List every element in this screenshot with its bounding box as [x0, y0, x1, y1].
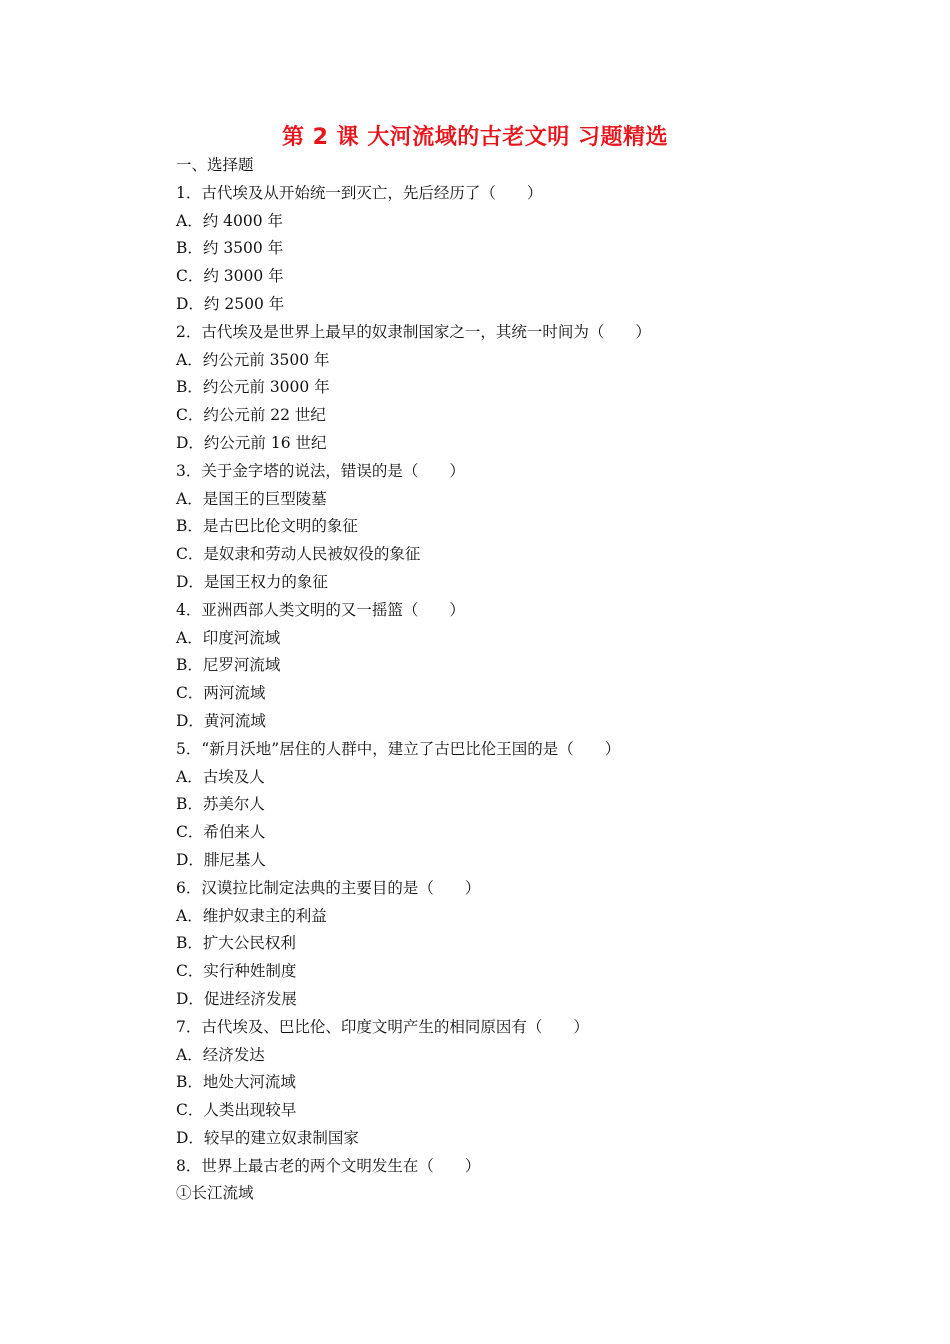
- option-b: B．尼罗河流域: [176, 656, 281, 675]
- option-a: A．约公元前 3500 年: [176, 350, 330, 369]
- option-c: C．实行种姓制度: [176, 962, 297, 981]
- section-heading: 一、选择题: [176, 156, 254, 174]
- option-c: C．约 3000 年: [176, 267, 284, 286]
- question-stem: 2．古代埃及是世界上最早的奴隶制国家之一，其统一时间为（ ）: [176, 322, 651, 341]
- option-b: B．约 3500 年: [176, 239, 284, 258]
- option-a: A．维护奴隶主的利益: [176, 906, 327, 925]
- question-stem: 7．古代埃及、巴比伦、印度文明产生的相同原因有（ ）: [176, 1017, 589, 1036]
- option-a: A．约 4000 年: [176, 211, 283, 230]
- question-stem: 8．世界上最古老的两个文明发生在（ ）: [176, 1156, 481, 1175]
- question-stem: 1．古代埃及从开始统一到灭亡，先后经历了（ ）: [176, 183, 543, 202]
- option-a: A．印度河流域: [176, 628, 281, 647]
- option-c: C．希伯来人: [176, 823, 266, 842]
- option-d: D．约公元前 16 世纪: [176, 433, 327, 452]
- option-d: D．黄河流域: [176, 711, 266, 730]
- option-1: ①长江流域: [176, 1184, 254, 1203]
- option-a: A．经济发达: [176, 1045, 265, 1064]
- option-a: A．古埃及人: [176, 767, 265, 786]
- option-b: B．扩大公民权利: [176, 934, 296, 953]
- option-d: D．腓尼基人: [176, 850, 266, 869]
- page-title: 第 2 课 大河流域的古老文明 习题精选: [282, 125, 668, 150]
- question-stem: 5．“新月沃地”居住的人群中，建立了古巴比伦王国的是（ ）: [176, 739, 621, 758]
- option-c: C．约公元前 22 世纪: [176, 406, 326, 425]
- option-b: B．地处大河流域: [176, 1073, 296, 1092]
- question-stem: 6．汉谟拉比制定法典的主要目的是（ ）: [176, 878, 481, 897]
- option-d: D．是国王权力的象征: [176, 572, 328, 591]
- option-c: C．两河流域: [176, 684, 266, 703]
- option-d: D．较早的建立奴隶制国家: [176, 1128, 359, 1147]
- option-a: A．是国王的巨型陵墓: [176, 489, 327, 508]
- question-list: [176, 152, 896, 1208]
- option-c: C．人类出现较早: [176, 1101, 297, 1120]
- option-c: C．是奴隶和劳动人民被奴役的象征: [176, 545, 421, 564]
- option-b: B．约公元前 3000 年: [176, 378, 330, 397]
- question-stem: 4．亚洲西部人类文明的又一摇篮（ ）: [176, 600, 465, 619]
- option-b: B．苏美尔人: [176, 795, 265, 814]
- option-d: D．约 2500 年: [176, 294, 285, 313]
- option-d: D．促进经济发展: [176, 989, 297, 1008]
- option-b: B．是古巴比伦文明的象征: [176, 517, 358, 536]
- question-stem: 3．关于金字塔的说法，错误的是（ ）: [176, 461, 465, 480]
